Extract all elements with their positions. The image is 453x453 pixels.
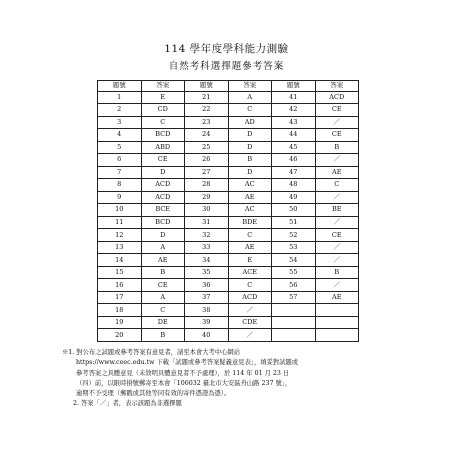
answer-cell: ACD xyxy=(315,91,359,104)
question-number-cell: 19 xyxy=(98,316,142,329)
answer-cell: ／ xyxy=(315,241,359,254)
table-row xyxy=(98,241,359,254)
answer-cell: ／ xyxy=(315,216,359,229)
table-row xyxy=(98,104,359,117)
answer-cell: ／ xyxy=(315,279,359,292)
question-number-cell: 24 xyxy=(185,129,229,142)
question-number-cell: 31 xyxy=(185,216,229,229)
answer-cell: AE xyxy=(315,291,359,304)
header-answer: 答案 xyxy=(228,81,272,92)
answer-cell: AC xyxy=(228,179,272,192)
question-number-cell: 13 xyxy=(98,241,142,254)
answer-cell: C xyxy=(315,179,359,192)
answer-cell: ABD xyxy=(141,141,185,154)
question-number-cell: 18 xyxy=(98,304,142,317)
question-number-cell: 47 xyxy=(272,166,316,179)
answer-cell: AE xyxy=(228,241,272,254)
question-number-cell: 56 xyxy=(272,279,316,292)
answer-cell: AC xyxy=(228,204,272,217)
table-row xyxy=(98,329,359,342)
note-line: （四）前，以限時掛號郵寄至本會「106032 臺北市大安區舟山路 237 號」， xyxy=(76,379,292,387)
answer-table xyxy=(97,80,359,342)
question-number-cell: 37 xyxy=(185,291,229,304)
answer-cell: ACD xyxy=(228,291,272,304)
table-row xyxy=(98,229,359,242)
question-number-cell: 26 xyxy=(185,154,229,167)
table-header-row xyxy=(98,81,359,92)
note-line: ※1. 對公布之試題或參考答案有意見者，請至本會大考中心網站 xyxy=(62,349,241,356)
answer-cell: ／ xyxy=(315,116,359,129)
answer-cell: C xyxy=(141,116,185,129)
answer-cell: ／ xyxy=(228,329,272,342)
question-number-cell: 29 xyxy=(185,191,229,204)
answer-cell: ACD xyxy=(141,179,185,192)
header-answer: 答案 xyxy=(315,81,359,92)
answer-cell: DE xyxy=(141,316,185,329)
answer-cell: BCD xyxy=(141,216,185,229)
answer-cell: ／ xyxy=(315,191,359,204)
question-number-cell: 44 xyxy=(272,129,316,142)
question-number-cell: 52 xyxy=(272,229,316,242)
answer-cell: AD xyxy=(228,116,272,129)
answer-cell: ACD xyxy=(141,191,185,204)
answer-cell: CE xyxy=(141,154,185,167)
answer-cell: B xyxy=(315,266,359,279)
question-number-cell: 45 xyxy=(272,141,316,154)
answer-cell: AE xyxy=(228,191,272,204)
question-number-cell: 27 xyxy=(185,166,229,179)
question-number-cell: 21 xyxy=(185,91,229,104)
question-number-cell: 16 xyxy=(98,279,142,292)
table-row xyxy=(98,304,359,317)
note-line: 逾期不予受理（郵戳或其他等同有效的寄件憑證為憑）。 xyxy=(76,390,231,398)
question-number-cell: 15 xyxy=(98,266,142,279)
answer-cell: AE xyxy=(315,166,359,179)
question-number-cell: 22 xyxy=(185,104,229,117)
answer-cell: A xyxy=(228,91,272,104)
question-number-cell: 41 xyxy=(272,91,316,104)
answer-cell: CDE xyxy=(228,316,272,329)
table-row xyxy=(98,204,359,217)
question-number-cell: 20 xyxy=(98,329,142,342)
answer-cell: D xyxy=(228,129,272,142)
answer-cell: B xyxy=(141,266,185,279)
question-number-cell: 50 xyxy=(272,204,316,217)
answer-cell: D xyxy=(141,166,185,179)
answer-cell: D xyxy=(228,141,272,154)
question-number-cell: 42 xyxy=(272,104,316,117)
answer-cell: ／ xyxy=(228,304,272,317)
table-row xyxy=(98,129,359,142)
answer-cell: AE xyxy=(141,254,185,267)
answer-cell: A xyxy=(141,241,185,254)
question-number-cell: 40 xyxy=(185,329,229,342)
question-number-cell: 17 xyxy=(98,291,142,304)
question-number-cell: 48 xyxy=(272,179,316,192)
question-number-cell: 57 xyxy=(272,291,316,304)
answer-cell: CE xyxy=(315,129,359,142)
question-number-cell: 7 xyxy=(98,166,142,179)
answer-cell: C xyxy=(228,279,272,292)
table-row xyxy=(98,291,359,304)
question-number-cell: 32 xyxy=(185,229,229,242)
question-number-cell xyxy=(272,329,316,342)
question-number-cell: 35 xyxy=(185,266,229,279)
question-number-cell: 9 xyxy=(98,191,142,204)
answer-cell: B xyxy=(141,329,185,342)
table-row xyxy=(98,166,359,179)
question-number-cell: 33 xyxy=(185,241,229,254)
header-question-number: 題號 xyxy=(272,81,316,92)
question-number-cell: 54 xyxy=(272,254,316,267)
answer-cell: C xyxy=(228,104,272,117)
answer-cell xyxy=(315,329,359,342)
answer-cell: BDE xyxy=(228,216,272,229)
table-row xyxy=(98,91,359,104)
question-number-cell xyxy=(272,304,316,317)
note-line: https://www.ceec.edu.tw 下載「試題或參考答案疑義意見表」，填妥對試題或 xyxy=(76,359,299,367)
answer-cell: B xyxy=(315,141,359,154)
table-row xyxy=(98,279,359,292)
answer-cell: ／ xyxy=(315,154,359,167)
answer-cell: C xyxy=(228,229,272,242)
question-number-cell: 1 xyxy=(98,91,142,104)
table-row xyxy=(98,154,359,167)
question-number-cell: 43 xyxy=(272,116,316,129)
question-number-cell: 39 xyxy=(185,316,229,329)
question-number-cell: 8 xyxy=(98,179,142,192)
answer-cell: CE xyxy=(315,104,359,117)
question-number-cell: 25 xyxy=(185,141,229,154)
question-number-cell: 3 xyxy=(98,116,142,129)
answer-cell: BE xyxy=(315,204,359,217)
answer-cell: C xyxy=(141,304,185,317)
header-question-number: 題號 xyxy=(185,81,229,92)
question-number-cell: 23 xyxy=(185,116,229,129)
question-number-cell: 49 xyxy=(272,191,316,204)
question-number-cell: 10 xyxy=(98,204,142,217)
table-row xyxy=(98,116,359,129)
answer-cell: D xyxy=(141,229,185,242)
answer-cell: A xyxy=(141,291,185,304)
answer-cell: CD xyxy=(141,104,185,117)
question-number-cell: 6 xyxy=(98,154,142,167)
question-number-cell: 46 xyxy=(272,154,316,167)
question-number-cell: 28 xyxy=(185,179,229,192)
answer-cell: E xyxy=(228,254,272,267)
question-number-cell: 34 xyxy=(185,254,229,267)
table-row xyxy=(98,191,359,204)
answer-cell: BCE xyxy=(141,204,185,217)
question-number-cell: 4 xyxy=(98,129,142,142)
question-number-cell: 11 xyxy=(98,216,142,229)
answer-cell: BCD xyxy=(141,129,185,142)
question-number-cell: 5 xyxy=(98,141,142,154)
table-row xyxy=(98,316,359,329)
table-row xyxy=(98,266,359,279)
question-number-cell: 36 xyxy=(185,279,229,292)
note-line: 2. 答案「／」者，表示該題為非選擇題 xyxy=(73,400,182,408)
question-number-cell: 2 xyxy=(98,104,142,117)
question-number-cell: 14 xyxy=(98,254,142,267)
answer-cell xyxy=(315,316,359,329)
question-number-cell: 30 xyxy=(185,204,229,217)
notes xyxy=(62,348,392,410)
table-row xyxy=(98,141,359,154)
question-number-cell xyxy=(272,316,316,329)
answer-cell: CE xyxy=(315,229,359,242)
answer-cell: ／ xyxy=(315,254,359,267)
table-row xyxy=(98,254,359,267)
note-line: 參考答案之具體意見（未敘明具體意見者不予處理），於 114 年 01 月 23 日 xyxy=(76,369,290,377)
question-number-cell: 51 xyxy=(272,216,316,229)
answer-cell: B xyxy=(228,154,272,167)
header-question-number: 題號 xyxy=(98,81,142,92)
answer-cell: E xyxy=(141,91,185,104)
question-number-cell: 53 xyxy=(272,241,316,254)
question-number-cell: 55 xyxy=(272,266,316,279)
question-number-cell: 12 xyxy=(98,229,142,242)
answer-cell: ACE xyxy=(228,266,272,279)
answer-cell xyxy=(315,304,359,317)
table-row xyxy=(98,216,359,229)
answer-cell: CE xyxy=(141,279,185,292)
question-number-cell: 38 xyxy=(185,304,229,317)
header-answer: 答案 xyxy=(141,81,185,92)
document-title: 114 學年度學科能力測驗 xyxy=(164,43,289,55)
table-row xyxy=(98,179,359,192)
answer-cell: D xyxy=(228,166,272,179)
document-subtitle: 自然考科選擇題參考答案 xyxy=(168,61,285,72)
